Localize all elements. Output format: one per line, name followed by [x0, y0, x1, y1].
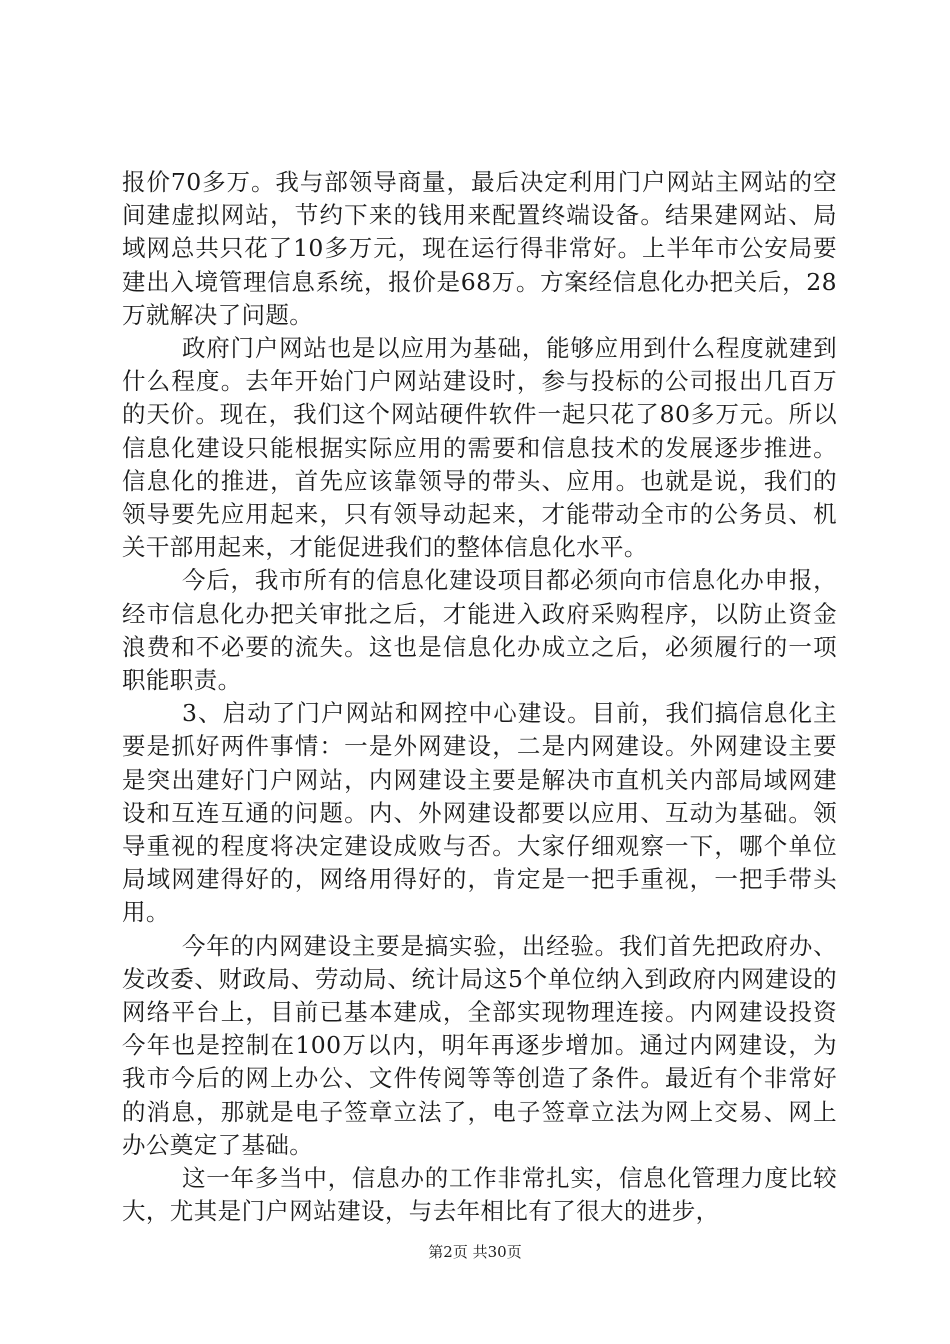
- paragraph-4: 3、启动了门户网站和网控中心建设。目前，我们搞信息化主要是抓好两件事情：一是外网建设，二是内网建设。外网建设主要是突出建好门户网站，内网建设主要是解决市直机关内部局域网建设和互连互通的问题。内、外网建设都要以应用、互动为基础。领导重视的程度将决定建设成败与否。大家仔细观察一下，哪个单位局域网建得好的，网络用得好的，肯定是一把手重视，一把手带头用。: [122, 699, 837, 927]
- paragraph-1: 报价70多万。我与部领导商量，最后决定利用门户网站主网站的空间建虚拟网站，节约下来的钱用来配置终端设备。结果建网站、局域网总共只花了10多万元，现在运行得非常好。上半年市公安局要建出入境管理信息系统，报价是68万。方案经信息化办把关后，28万就解决了问题。: [122, 168, 837, 329]
- document-body: [122, 166, 837, 1229]
- page-number-footer: 第2页 共30页: [428, 1243, 522, 1261]
- paragraph-5: 今年的内网建设主要是搞实验，出经验。我们首先把政府办、发改委、财政局、劳动局、统计局这5个单位纳入到政府内网建设的网络平台上，目前已基本建成，全部实现物理连接。内网建设投资今年也是控制在100万以内，明年再逐步增加。通过内网建设，为我市今后的网上办公、文件传阅等等创造了条件。最近有个非常好的消息，那就是电子签章立法了，电子签章立法为网上交易、网上办公奠定了基础。: [122, 931, 837, 1159]
- paragraph-3: 今后，我市所有的信息化建设项目都必须向市信息化办申报，经市信息化办把关审批之后，才能进入政府采购程序，以防止资金浪费和不必要的流失。这也是信息化办成立之后，必须履行的一项职能职责。: [122, 566, 837, 695]
- paragraph-2: 政府门户网站也是以应用为基础，能够应用到什么程度就建到什么程度。去年开始门户网站建设时，参与投标的公司报出几百万的天价。现在，我们这个网站硬件软件一起只花了80多万元。所以信息化建设只能根据实际应用的需要和信息技术的发展逐步推进。信息化的推进，首先应该靠领导的带头、应用。也就是说，我们的领导要先应用起来，只有领导动起来，才能带动全市的公务员、机关干部用起来，才能促进我们的整体信息化水平。: [122, 334, 837, 562]
- paragraph-6: 这一年多当中，信息办的工作非常扎实，信息化管理力度比较大，尤其是门户网站建设，与去年相比有了很大的进步，: [122, 1164, 837, 1226]
